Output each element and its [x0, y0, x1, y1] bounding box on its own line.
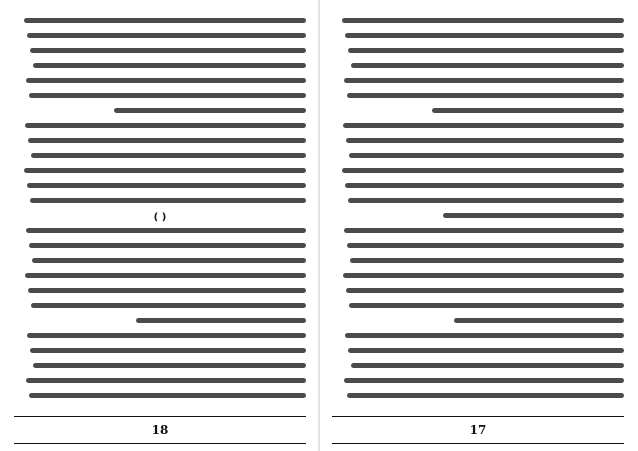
paragraph: [332, 86, 624, 101]
page-number: 17: [469, 423, 487, 437]
paragraph: [14, 32, 306, 47]
spine-gutter: [318, 0, 320, 451]
paragraph: [332, 104, 624, 119]
page-footer: [332, 416, 624, 444]
paragraph: [332, 68, 624, 83]
paragraph: [332, 14, 624, 29]
paragraph: [332, 122, 624, 137]
page-footer: [14, 416, 306, 444]
paragraph: [14, 50, 306, 65]
paragraph: [332, 50, 624, 65]
page-right: [332, 14, 624, 444]
paragraph: [332, 32, 624, 47]
paragraph: [14, 86, 306, 101]
paragraph: [14, 14, 306, 29]
heading-bracket-open: (: [161, 212, 167, 223]
heading-bracket-close: ): [153, 212, 159, 223]
page-right-body: [332, 14, 624, 406]
paragraph: [14, 104, 306, 119]
paragraph: [14, 122, 306, 137]
paragraph: [14, 68, 306, 83]
section-heading: [14, 212, 306, 228]
page-left: [14, 14, 306, 444]
page-number: 18: [151, 423, 169, 437]
page-left-body: [14, 14, 306, 406]
